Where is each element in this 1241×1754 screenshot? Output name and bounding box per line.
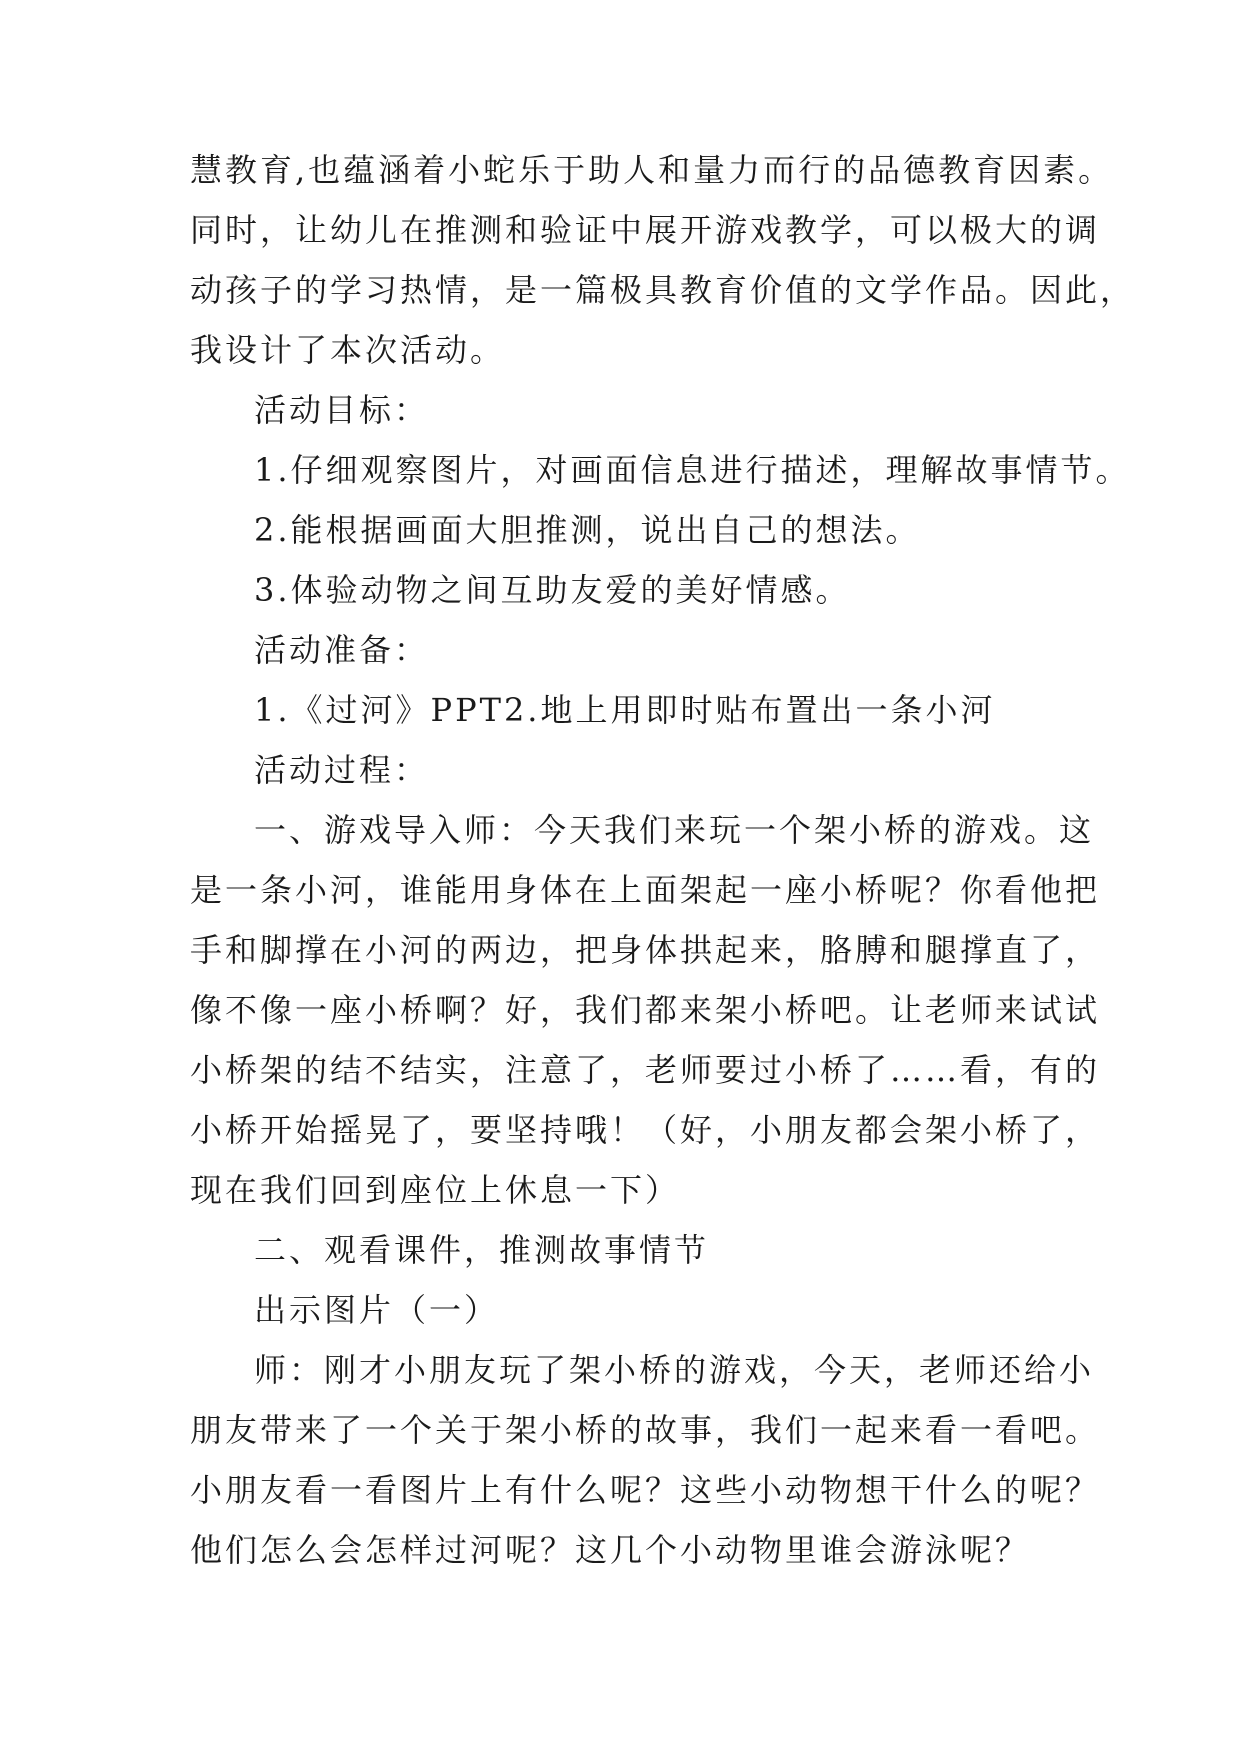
text-line: 我设计了本次活动。 [190, 331, 506, 369]
text-line: 师：刚才小朋友玩了架小桥的游戏，今天，老师还给小 [254, 1351, 1095, 1389]
text-line: 现在我们回到座位上休息一下） [190, 1171, 681, 1209]
text-line: 动孩子的学习热情，是一篇极具教育价值的文学作品。因此， [190, 271, 1136, 309]
text-line: 是一条小河，谁能用身体在上面架起一座小桥呢？你看他把 [190, 871, 1101, 909]
section-heading: 二、观看课件，推测故事情节 [254, 1231, 710, 1269]
list-item: 1.《过河》PPT2.地上用即时贴布置出一条小河 [254, 691, 996, 729]
text-line: 出示图片（一） [254, 1291, 500, 1329]
text-line: 小桥架的结不结实，注意了，老师要过小桥了……看，有的 [190, 1051, 1101, 1089]
text-line: 同时，让幼儿在推测和验证中展开游戏教学，可以极大的调 [190, 211, 1101, 249]
section-heading: 活动准备： [254, 631, 430, 669]
list-item: 3.体验动物之间互助友爱的美好情感。 [254, 571, 851, 609]
text-line: 朋友带来了一个关于架小桥的故事，我们一起来看一看吧。 [190, 1411, 1101, 1449]
text-line: 他们怎么会怎样过河呢？这几个小动物里谁会游泳呢？ [190, 1531, 1031, 1569]
text-line: 一、游戏导入师：今天我们来玩一个架小桥的游戏。这 [254, 811, 1095, 849]
text-line: 像不像一座小桥啊？好，我们都来架小桥吧。让老师来试试 [190, 991, 1101, 1029]
text-line: 手和脚撑在小河的两边，把身体拱起来，胳膊和腿撑直了， [190, 931, 1101, 969]
section-heading: 活动过程： [254, 751, 430, 789]
text-line: 小桥开始摇晃了，要坚持哦！（好，小朋友都会架小桥了， [190, 1111, 1101, 1149]
list-item: 2.能根据画面大胆推测，说出自己的想法。 [254, 511, 921, 549]
text-line: 慧教育,也蕴涵着小蛇乐于助人和量力而行的品德教育因素。 [190, 151, 1114, 189]
text-line: 小朋友看一看图片上有什么呢？这些小动物想干什么的呢？ [190, 1471, 1101, 1509]
section-heading: 活动目标： [254, 391, 430, 429]
list-item: 1.仔细观察图片，对画面信息进行描述，理解故事情节。 [254, 451, 1131, 489]
